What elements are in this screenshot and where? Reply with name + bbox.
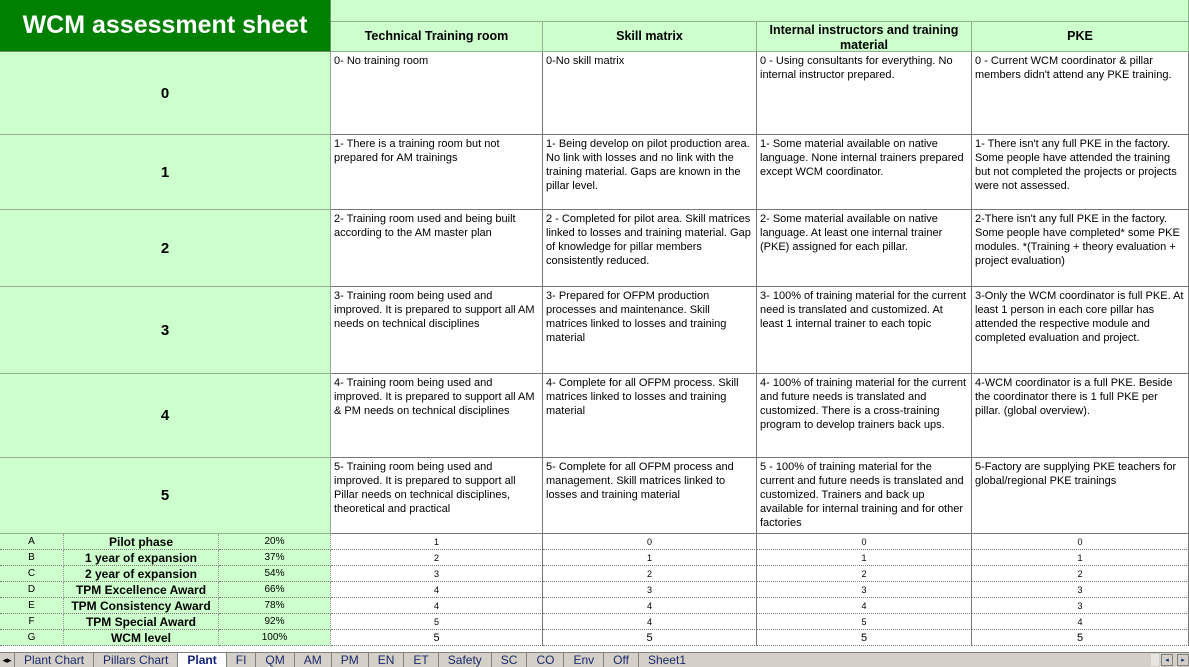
summary-value[interactable]: 2 bbox=[331, 550, 543, 566]
summary-value[interactable]: 3 bbox=[757, 582, 972, 598]
sheet-title[interactable]: WCM assessment sheet bbox=[0, 0, 331, 52]
criteria-cell[interactable]: 2-There isn't any full PKE in the factory. Some people have completed* some PKE modules. *(Training + theory evaluation + project evaluation) bbox=[972, 210, 1189, 287]
criteria-cell[interactable]: 1- There is a training room but not prepared for AM trainings bbox=[331, 135, 543, 210]
sheet-tab-am[interactable]: AM bbox=[294, 653, 331, 667]
sheet-tab-en[interactable]: EN bbox=[368, 653, 404, 667]
criteria-cell[interactable]: 3- 100% of training material for the current need is translated and customized. At least 1 internal trainer to each topic bbox=[757, 287, 972, 374]
criteria-cell[interactable]: 5- Complete for all OFPM process and management. Skill matrices linked to losses and training material bbox=[543, 458, 757, 534]
criteria-cell[interactable]: 3-Only the WCM coordinator is full PKE. At least 1 person in each core pillar has attended the respective module and completed evaluation and project. bbox=[972, 287, 1189, 374]
summary-percent[interactable]: 54% bbox=[219, 566, 331, 582]
summary-value[interactable]: 2 bbox=[757, 566, 972, 582]
level-label[interactable]: 0 bbox=[0, 52, 331, 135]
scroll-left-icon[interactable]: ◂ bbox=[1161, 654, 1173, 666]
level-label[interactable]: 4 bbox=[0, 374, 331, 458]
summary-value[interactable]: 5 bbox=[757, 630, 972, 646]
horizontal-scroll-buttons bbox=[1161, 654, 1189, 666]
criteria-cell[interactable]: 1- There isn't any full PKE in the factory. Some people have attended the training but not completed the projects or projects were not assessed. bbox=[972, 135, 1189, 210]
summary-value[interactable]: 5 bbox=[757, 614, 972, 630]
summary-value[interactable]: 5 bbox=[331, 614, 543, 630]
criteria-cell[interactable]: 1- Being develop on pilot production area. No link with losses and no link with the training material. Gaps are known in the pillar level. bbox=[543, 135, 757, 210]
summary-phase[interactable]: TPM Excellence Award bbox=[64, 582, 219, 598]
summary-value[interactable]: 2 bbox=[543, 566, 757, 582]
sheet-tab-sheet1[interactable]: Sheet1 bbox=[638, 653, 695, 667]
header-band[interactable] bbox=[331, 0, 1189, 22]
scroll-right-icon[interactable]: ▸ bbox=[1177, 654, 1189, 666]
summary-phase[interactable]: Pilot phase bbox=[64, 534, 219, 550]
summary-value[interactable]: 4 bbox=[757, 598, 972, 614]
summary-value[interactable]: 4 bbox=[543, 598, 757, 614]
horizontal-scrollbar-track[interactable] bbox=[1151, 654, 1159, 666]
criteria-cell[interactable]: 2- Some material available on native language. At least one internal trainer (PKE) assigned for each pillar. bbox=[757, 210, 972, 287]
summary-percent[interactable]: 92% bbox=[219, 614, 331, 630]
summary-value[interactable]: 5 bbox=[543, 630, 757, 646]
summary-percent[interactable]: 100% bbox=[219, 630, 331, 646]
summary-phase[interactable]: 1 year of expansion bbox=[64, 550, 219, 566]
level-label[interactable]: 3 bbox=[0, 287, 331, 374]
level-label[interactable]: 1 bbox=[0, 135, 331, 210]
summary-value[interactable]: 5 bbox=[331, 630, 543, 646]
criteria-cell[interactable]: 0- No training room bbox=[331, 52, 543, 135]
summary-value[interactable]: 0 bbox=[972, 534, 1189, 550]
criteria-cell[interactable]: 5- Training room being used and improved. It is prepared to support all Pillar needs on technical disciplines, theoretical and practical bbox=[331, 458, 543, 534]
summary-value[interactable]: 3 bbox=[972, 582, 1189, 598]
summary-phase[interactable]: TPM Consistency Award bbox=[64, 598, 219, 614]
sheet-tab-co[interactable]: CO bbox=[526, 653, 563, 667]
level-label[interactable]: 2 bbox=[0, 210, 331, 287]
summary-value[interactable]: 4 bbox=[972, 614, 1189, 630]
summary-phase[interactable]: 2 year of expansion bbox=[64, 566, 219, 582]
summary-percent[interactable]: 66% bbox=[219, 582, 331, 598]
sheet-tab-pillars-chart[interactable]: Pillars Chart bbox=[93, 653, 177, 667]
criteria-cell[interactable]: 3- Training room being used and improved. It is prepared to support all AM needs on technical disciplines bbox=[331, 287, 543, 374]
summary-percent[interactable]: 20% bbox=[219, 534, 331, 550]
level-label[interactable]: 5 bbox=[0, 458, 331, 534]
sheet-tab-safety[interactable]: Safety bbox=[438, 653, 491, 667]
criteria-cell[interactable]: 3- Prepared for OFPM production processes and maintenance. Skill matrices linked to losses and training material bbox=[543, 287, 757, 374]
summary-percent[interactable]: 78% bbox=[219, 598, 331, 614]
summary-value[interactable]: 3 bbox=[331, 566, 543, 582]
summary-code[interactable]: D bbox=[0, 582, 64, 598]
summary-phase[interactable]: WCM level bbox=[64, 630, 219, 646]
criteria-cell[interactable]: 0 - Using consultants for everything. No internal instructor prepared. bbox=[757, 52, 972, 135]
summary-value[interactable]: 3 bbox=[972, 598, 1189, 614]
summary-value[interactable]: 1 bbox=[757, 550, 972, 566]
criteria-cell[interactable]: 4- Complete for all OFPM process. Skill matrices linked to losses and training material bbox=[543, 374, 757, 458]
criteria-cell[interactable]: 4- 100% of training material for the current and future needs is translated and customized. There is a cross-training program to develop trainers back ups. bbox=[757, 374, 972, 458]
sheet-tab-env[interactable]: Env bbox=[563, 653, 603, 667]
sheet-tab-sc[interactable]: SC bbox=[491, 653, 527, 667]
column-header-internal-instructors[interactable]: Internal instructors and training material bbox=[757, 22, 972, 52]
criteria-cell[interactable]: 0 - Current WCM coordinator & pillar members didn't attend any PKE training. bbox=[972, 52, 1189, 135]
criteria-cell[interactable]: 1- Some material available on native language. None internal trainers prepared except WCM coordinator. bbox=[757, 135, 972, 210]
sheet-tab-fi[interactable]: FI bbox=[226, 653, 256, 667]
sheet-tab-plant[interactable]: Plant bbox=[177, 653, 225, 667]
sheet-tab-qm[interactable]: QM bbox=[255, 653, 293, 667]
summary-code[interactable]: G bbox=[0, 630, 64, 646]
column-header-technical-training-room[interactable]: Technical Training room bbox=[331, 22, 543, 52]
criteria-cell[interactable]: 0-No skill matrix bbox=[543, 52, 757, 135]
summary-value[interactable]: 4 bbox=[543, 614, 757, 630]
summary-value[interactable]: 0 bbox=[757, 534, 972, 550]
sheet-tabs bbox=[14, 653, 695, 667]
tab-scroll-arrows-icon[interactable]: ◂▸ bbox=[2, 654, 12, 665]
sheet-tab-off[interactable]: Off bbox=[603, 653, 638, 667]
summary-value[interactable]: 5 bbox=[972, 630, 1189, 646]
criteria-cell[interactable]: 5 - 100% of training material for the current and future needs is translated and customized. Trainers and back up available for internal training and for other factories bbox=[757, 458, 972, 534]
summary-value[interactable]: 4 bbox=[331, 598, 543, 614]
summary-phase[interactable]: TPM Special Award bbox=[64, 614, 219, 630]
summary-code[interactable]: A bbox=[0, 534, 64, 550]
summary-value[interactable]: 4 bbox=[331, 582, 543, 598]
criteria-cell[interactable]: 2- Training room used and being built according to the AM master plan bbox=[331, 210, 543, 287]
summary-code[interactable]: F bbox=[0, 614, 64, 630]
sheet-tab-plant-chart[interactable]: Plant Chart bbox=[14, 653, 93, 667]
column-header-skill-matrix[interactable]: Skill matrix bbox=[543, 22, 757, 52]
sheet-tab-bar bbox=[0, 652, 1189, 667]
summary-value[interactable]: 0 bbox=[543, 534, 757, 550]
summary-value[interactable]: 1 bbox=[972, 550, 1189, 566]
sheet-tab-pm[interactable]: PM bbox=[331, 653, 368, 667]
summary-code[interactable]: B bbox=[0, 550, 64, 566]
column-header-pke[interactable]: PKE bbox=[972, 22, 1189, 52]
summary-value[interactable]: 1 bbox=[331, 534, 543, 550]
summary-value[interactable]: 2 bbox=[972, 566, 1189, 582]
criteria-cell[interactable]: 4- Training room being used and improved. It is prepared to support all AM & PM needs on technical disciplines bbox=[331, 374, 543, 458]
summary-value[interactable]: 3 bbox=[543, 582, 757, 598]
criteria-cell[interactable]: 2 - Completed for pilot area. Skill matrices linked to losses and training material. Gap of knowledge for pillar members consistently reduced. bbox=[543, 210, 757, 287]
summary-code[interactable]: E bbox=[0, 598, 64, 614]
criteria-cell[interactable]: 4-WCM coordinator is a full PKE. Beside the coordinator there is 1 full PKE per pillar. (global overview). bbox=[972, 374, 1189, 458]
criteria-cell[interactable]: 5-Factory are supplying PKE teachers for global/regional PKE trainings bbox=[972, 458, 1189, 534]
sheet-tab-et[interactable]: ET bbox=[403, 653, 437, 667]
summary-value[interactable]: 1 bbox=[543, 550, 757, 566]
summary-percent[interactable]: 37% bbox=[219, 550, 331, 566]
summary-code[interactable]: C bbox=[0, 566, 64, 582]
